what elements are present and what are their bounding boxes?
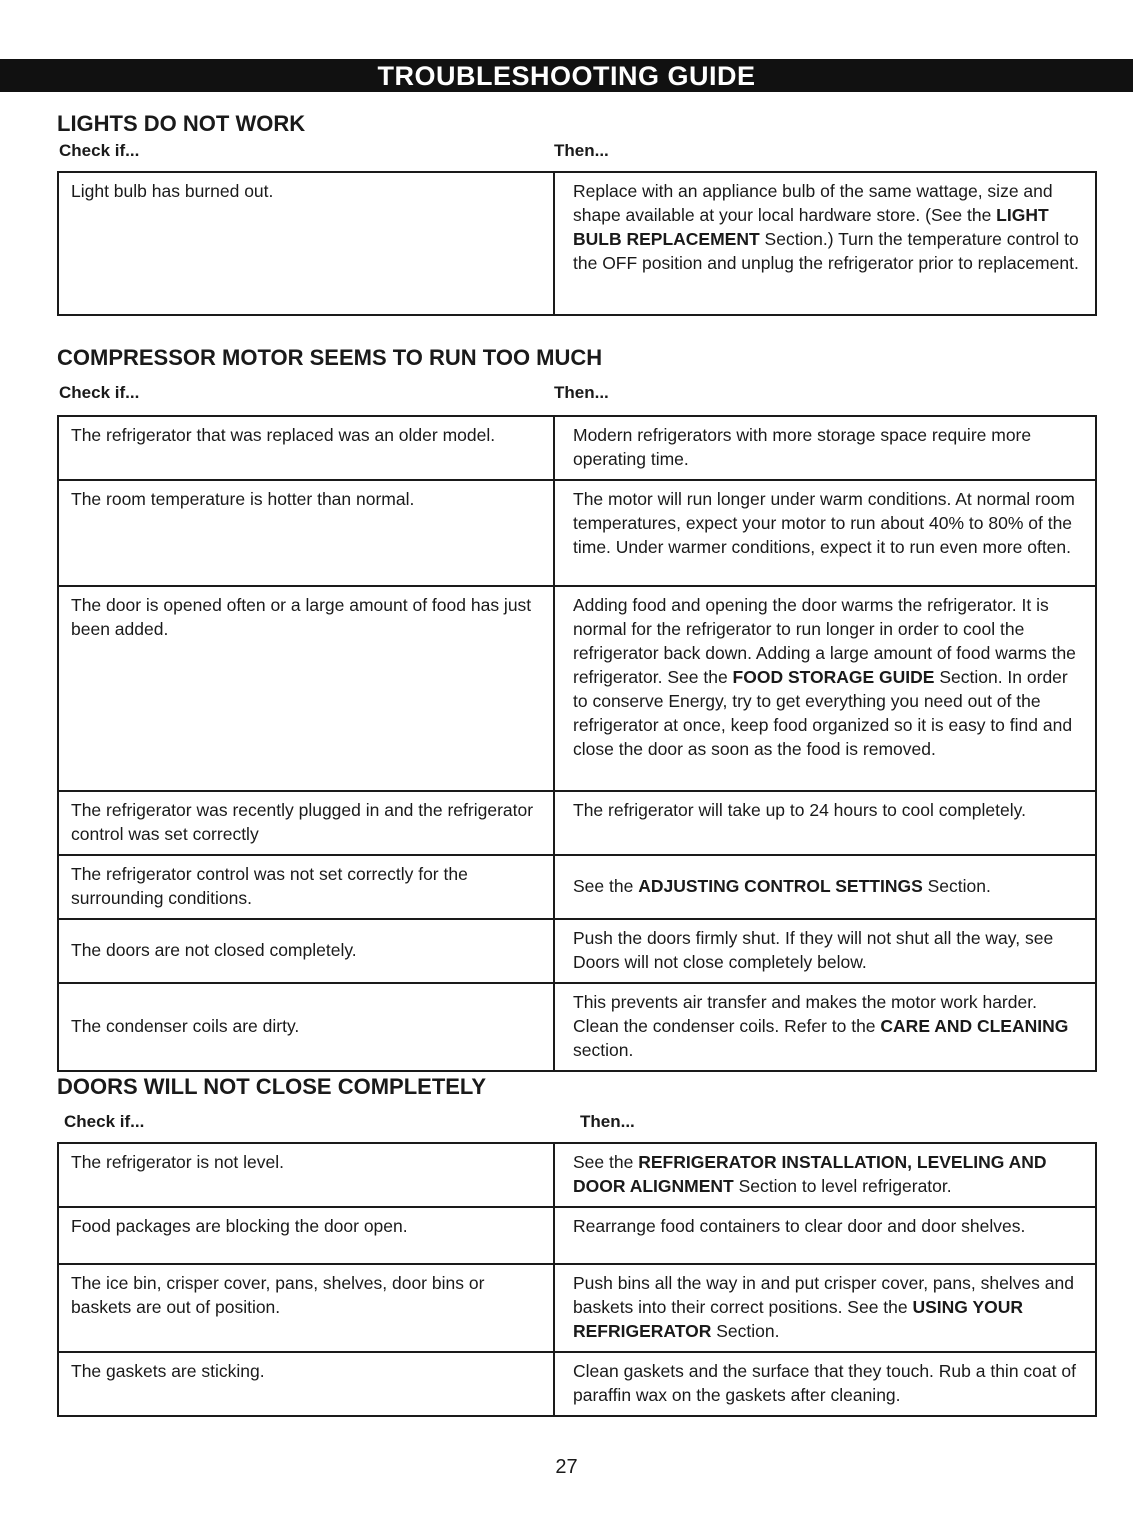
check-cell: Light bulb has burned out. — [58, 172, 554, 315]
table-row — [58, 983, 1096, 1071]
section-compressor — [57, 345, 1077, 1072]
troubleshooting-table — [57, 415, 1097, 1072]
table-row — [58, 172, 1096, 315]
then-label: Then... — [554, 383, 609, 402]
then-cell: Rearrange food containers to clear door and door shelves. — [554, 1207, 1096, 1264]
section-title: LIGHTS DO NOT WORK — [57, 111, 306, 136]
page-title: TROUBLESHOOTING GUIDE — [0, 59, 1133, 92]
then-cell: This prevents air transfer and makes the motor work harder. Clean the condenser coils. Refer to the CARE AND CLEANING section. — [554, 983, 1096, 1071]
then-cell: Push the doors firmly shut. If they will not shut all the way, see Doors will not close completely below. — [554, 919, 1096, 983]
check-cell: The gaskets are sticking. — [58, 1352, 554, 1416]
section-lights — [57, 111, 1077, 316]
table-row — [58, 791, 1096, 855]
table-row — [58, 586, 1096, 791]
then-cell: See the ADJUSTING CONTROL SETTINGS Section. — [554, 855, 1096, 919]
table-row — [58, 1264, 1096, 1352]
then-cell: The refrigerator will take up to 24 hours to cool completely. — [554, 791, 1096, 855]
table-row — [58, 1143, 1096, 1207]
check-cell: The ice bin, crisper cover, pans, shelves, door bins or baskets are out of position. — [58, 1264, 554, 1352]
check-cell: Food packages are blocking the door open. — [58, 1207, 554, 1264]
check-cell: The condenser coils are dirty. — [58, 983, 554, 1071]
then-cell: The motor will run longer under warm conditions. At normal room temperatures, expect your motor to run about 40% to 80% of the time. Under warmer conditions, expect it to run even more often. — [554, 480, 1096, 586]
then-cell: Modern refrigerators with more storage space require more operating time. — [554, 416, 1096, 480]
check-cell: The refrigerator that was replaced was an older model. — [58, 416, 554, 480]
check-if-label: Check if... — [59, 141, 140, 160]
table-row — [58, 1352, 1096, 1416]
table-row — [58, 855, 1096, 919]
then-label: Then... — [554, 141, 609, 160]
table-row — [58, 416, 1096, 480]
troubleshooting-table — [57, 1142, 1097, 1417]
check-if-label: Check if... — [59, 383, 140, 402]
section-title: DOORS WILL NOT CLOSE COMPLETELY — [57, 1074, 487, 1099]
then-cell: Replace with an appliance bulb of the same wattage, size and shape available at your local hardware store. (See the LIGHT BULB REPLACEMENT Section.) Turn the temperature control to the OFF position and unplug the refrigerator prior to replacement. — [554, 172, 1096, 315]
check-if-label: Check if... — [64, 1112, 145, 1131]
then-cell: Push bins all the way in and put crisper cover, pans, shelves and baskets into their correct positions. See the USING YOUR REFRIGERATOR Section. — [554, 1264, 1096, 1352]
page-number: 27 — [555, 1456, 578, 1478]
table-row — [58, 919, 1096, 983]
troubleshooting-table — [57, 171, 1097, 316]
check-cell: The door is opened often or a large amount of food has just been added. — [58, 586, 554, 791]
check-cell: The room temperature is hotter than normal. — [58, 480, 554, 586]
table-row — [58, 480, 1096, 586]
check-cell: The refrigerator was recently plugged in and the refrigerator control was set correctly — [58, 791, 554, 855]
section-doors — [57, 1074, 1077, 1417]
table-row — [58, 1207, 1096, 1264]
then-cell: Adding food and opening the door warms the refrigerator. It is normal for the refrigerator to run longer in order to cool the refrigerator back down. Adding a large amount of food warms the refrigerator. See the FOOD STORAGE GUIDE Section. In order to conserve Energy, try to get everything you need out of the refrigerator at once, keep food organized so it is easy to find and close the door as soon as the food is removed. — [554, 586, 1096, 791]
check-cell: The doors are not closed completely. — [58, 919, 554, 983]
then-label: Then... — [580, 1112, 635, 1131]
section-title: COMPRESSOR MOTOR SEEMS TO RUN TOO MUCH — [57, 345, 603, 370]
then-cell: See the REFRIGERATOR INSTALLATION, LEVELING AND DOOR ALIGNMENT Section to level refrigerator. — [554, 1143, 1096, 1207]
check-cell: The refrigerator is not level. — [58, 1143, 554, 1207]
check-cell: The refrigerator control was not set correctly for the surrounding conditions. — [58, 855, 554, 919]
then-cell: Clean gaskets and the surface that they touch. Rub a thin coat of paraffin wax on the gaskets after cleaning. — [554, 1352, 1096, 1416]
